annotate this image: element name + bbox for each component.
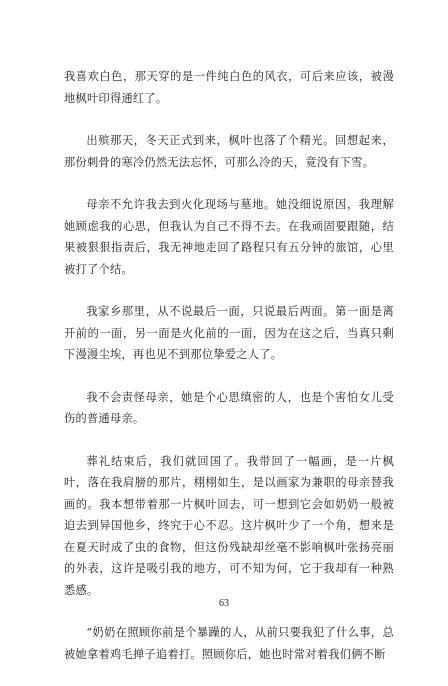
paragraph-6: 葬礼结束后，我们就回国了。我带回了一幅画，是一片枫叶，落在我肩膀的那片，栩栩如生，是以画家为兼职的母亲替我画的。我本想带着那一片枫叶回去，可一想到它会如奶奶一般被迫去到异国他乡，终究于心不忍。这片枫叶少了一个角，想来是在夏天时成了虫的食物，但这份残缺却丝毫不影响枫叶张扬亮丽的外表，这许是吸引我的地方，可不知为何，它于我却有一种熟悉感。 bbox=[64, 454, 394, 597]
paragraph-5: 我不会责怪母亲，她是个心思缜密的人，也是个害怕女儿受伤的普通母亲。 bbox=[64, 390, 394, 425]
paragraph-7: “奶奶在照顾你前是个暴躁的人，从前只要我犯了什么事，总被她拿着鸡毛掸子追着打。照顾你后，她也时常对着我们俩不断 bbox=[64, 626, 394, 661]
paragraph-4: 我家乡那里，从不说最后一面，只说最后两面。第一面是离开前的一面，另一面是火化前的一面，因为在这之后，当真只剩下漫漫尘埃，再也见不到那位挚爱之人了。 bbox=[64, 305, 394, 361]
page-number: 63 bbox=[219, 598, 229, 609]
paragraph-3: 母亲不允许我去到火化现场与墓地。她没细说原因，我理解她顾虑我的心思，但我认为自己不得不去。在我顽固要跟随，结果被狠狠指责后，我无神地走回了路程只有五分钟的旅馆，心里被打了个结。 bbox=[64, 198, 394, 276]
paragraph-2: 出殡那天，冬天正式到来，枫叶也落了个精光。回想起来，那份刺骨的寒冷仍然无法忘怀，可那么冷的天，竟没有下雪。 bbox=[64, 134, 394, 169]
body-text bbox=[64, 66, 394, 686]
paragraph-1: 我喜欢白色，那天穿的是一件纯白色的风衣，可后来应该，被漫地枫叶印得通红了。 bbox=[64, 70, 394, 105]
